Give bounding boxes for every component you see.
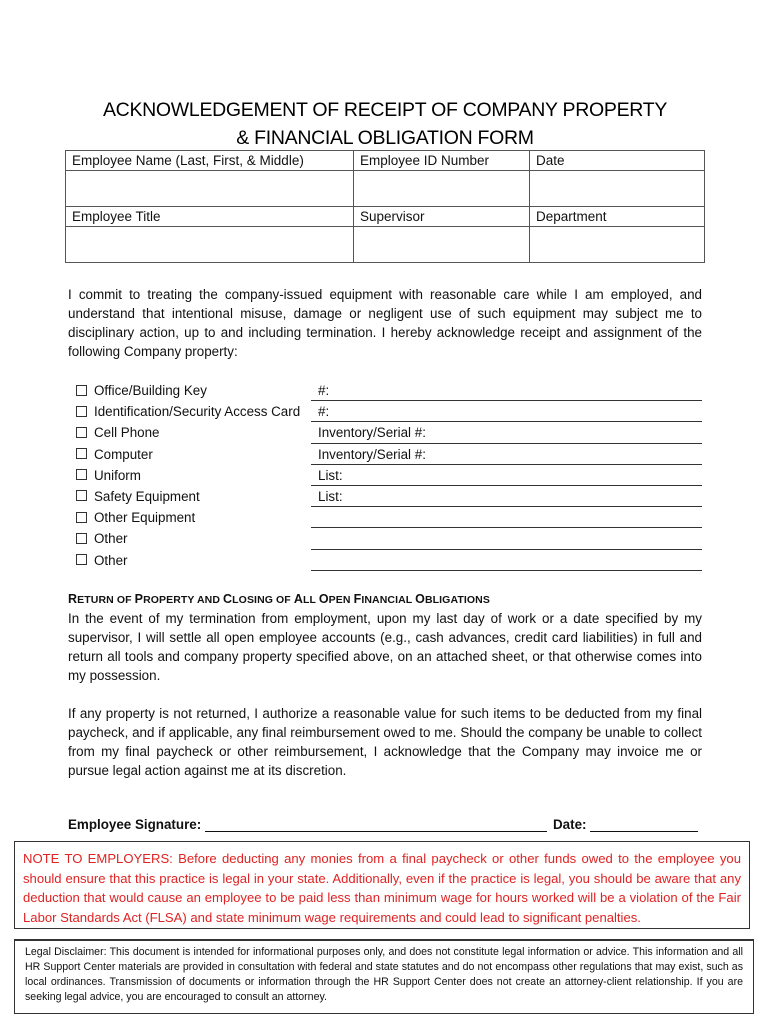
checklist-label: Safety Equipment bbox=[94, 488, 200, 504]
signature-line bbox=[68, 817, 547, 832]
signature-date-field[interactable] bbox=[590, 817, 698, 832]
checkbox[interactable] bbox=[76, 512, 87, 523]
checklist-item bbox=[76, 465, 300, 486]
form-title-line1: ACKNOWLEDGEMENT OF RECEIPT OF COMPANY PROPERTY bbox=[102, 99, 668, 121]
employee-title-label: Employee Title bbox=[66, 207, 354, 227]
employee-name-field[interactable] bbox=[66, 171, 354, 207]
checklist-label: Other Equipment bbox=[94, 510, 196, 526]
checklist-item bbox=[76, 550, 300, 571]
note-text: Before deducting any monies from a final paycheck or other funds owed to the employee you should ensure that this practice is legal in your state. Additionally, even if the practice is legal, you should be aware that any deduction that would cause an employee to be paid less than minimum wage for hours worked will be a violation of the Fair Labor Standards Act (FLSA) and state minimum wage requirements and could lead to significant penalties. bbox=[23, 851, 741, 925]
checklist-item bbox=[76, 401, 300, 422]
detail-field[interactable]: Inventory/Serial #: bbox=[311, 422, 702, 443]
signature-date-label: Date: bbox=[553, 817, 587, 832]
checkbox[interactable] bbox=[76, 385, 87, 396]
return-section-heading: RETURN OF PROPERTY AND CLOSING OF ALL OPEN FINANCIAL OBLIGATIONS bbox=[68, 592, 490, 606]
checkbox[interactable] bbox=[76, 490, 87, 501]
checklist-item bbox=[76, 380, 300, 401]
department-label: Department bbox=[530, 207, 705, 227]
disclaimer-text: This document is intended for informational purposes only, and does not constitute legal information or advice. This information and all HR Support Center materials are provided in consultation with federal and state statutes and do not encompass other regulations that may exist, such as local ordinances. Transmission of documents or information through the HR Support Center does not create an attorney-client relationship. If you are seeking legal advice, you are encouraged to consult an attorney. bbox=[25, 946, 744, 1003]
detail-field[interactable]: #: bbox=[311, 380, 702, 401]
employee-title-field[interactable] bbox=[66, 227, 354, 263]
note-label: NOTE TO EMPLOYERS: bbox=[23, 851, 173, 866]
employee-name-label: Employee Name (Last, First, & Middle) bbox=[66, 151, 354, 171]
checklist-item bbox=[76, 486, 300, 507]
return-paragraph-1: In the event of my termination from employment, upon my last day of work or a date specified by my supervisor, I will settle all open employee accounts (e.g., cash advances, credit card liabilities) in full and return all tools and company property specified above, on an attached sheet, or that otherwise comes into my possession. bbox=[68, 611, 702, 683]
intro-paragraph: I commit to treating the company-issued equipment with reasonable care while I am employed, and understand that intentional misuse, damage or negligent use of such equipment may subject me to disciplinary action, up to and including termination. I hereby acknowledge receipt and assignment of the following Company property: bbox=[68, 287, 702, 359]
signature-label: Employee Signature: bbox=[68, 817, 202, 832]
employee-id-label: Employee ID Number bbox=[354, 151, 530, 171]
department-field[interactable] bbox=[530, 227, 705, 263]
detail-field[interactable]: List: bbox=[311, 465, 702, 486]
checklist-item bbox=[76, 507, 300, 528]
detail-field[interactable] bbox=[311, 528, 702, 549]
checklist-label: Computer bbox=[94, 446, 153, 462]
detail-field[interactable]: #: bbox=[311, 401, 702, 422]
checklist-label: Other bbox=[94, 531, 128, 547]
property-checklist bbox=[76, 380, 300, 571]
legal-disclaimer bbox=[14, 939, 754, 1014]
detail-field[interactable]: List: bbox=[311, 486, 702, 507]
date-line bbox=[553, 817, 698, 832]
form-title-line2: & FINANCIAL OBLIGATION FORM bbox=[236, 127, 534, 149]
detail-field[interactable] bbox=[311, 507, 702, 528]
disclaimer-label: Legal Disclaimer: bbox=[25, 946, 107, 958]
detail-field[interactable]: Inventory/Serial #: bbox=[311, 444, 702, 465]
checklist-item bbox=[76, 444, 300, 465]
checklist-label: Office/Building Key bbox=[94, 383, 207, 398]
checkbox[interactable] bbox=[76, 427, 87, 438]
checkbox[interactable] bbox=[76, 533, 87, 544]
checklist-label: Identification/Security Access Card bbox=[94, 404, 301, 420]
checklist-label: Other bbox=[94, 552, 128, 568]
signature-field[interactable] bbox=[205, 817, 547, 832]
note-to-employers bbox=[14, 841, 750, 929]
return-paragraph-2: If any property is not returned, I authorize a reasonable value for such items to be deducted from my final paycheck, and if applicable, any final reimbursement owed to me. Should the company be unable to collect from my final paycheck or other reimbursement, I acknowledge that the Company may invoice me or pursue legal action against me at its discretion. bbox=[68, 706, 702, 778]
checklist-label: Cell Phone bbox=[94, 425, 160, 441]
employee-id-field[interactable] bbox=[354, 171, 530, 207]
supervisor-field[interactable] bbox=[354, 227, 530, 263]
checkbox[interactable] bbox=[76, 469, 87, 480]
date-label: Date bbox=[530, 151, 705, 171]
checklist-label: Uniform bbox=[94, 467, 141, 483]
checkbox[interactable] bbox=[76, 554, 87, 565]
detail-field[interactable] bbox=[311, 550, 702, 571]
property-detail-fields bbox=[311, 380, 702, 571]
form-title bbox=[0, 96, 770, 152]
checklist-item bbox=[76, 528, 300, 549]
supervisor-label: Supervisor bbox=[354, 207, 530, 227]
checklist-item bbox=[76, 422, 300, 443]
checkbox[interactable] bbox=[76, 448, 87, 459]
employee-info-table bbox=[65, 150, 705, 263]
date-field[interactable] bbox=[530, 171, 705, 207]
checkbox[interactable] bbox=[76, 406, 87, 417]
